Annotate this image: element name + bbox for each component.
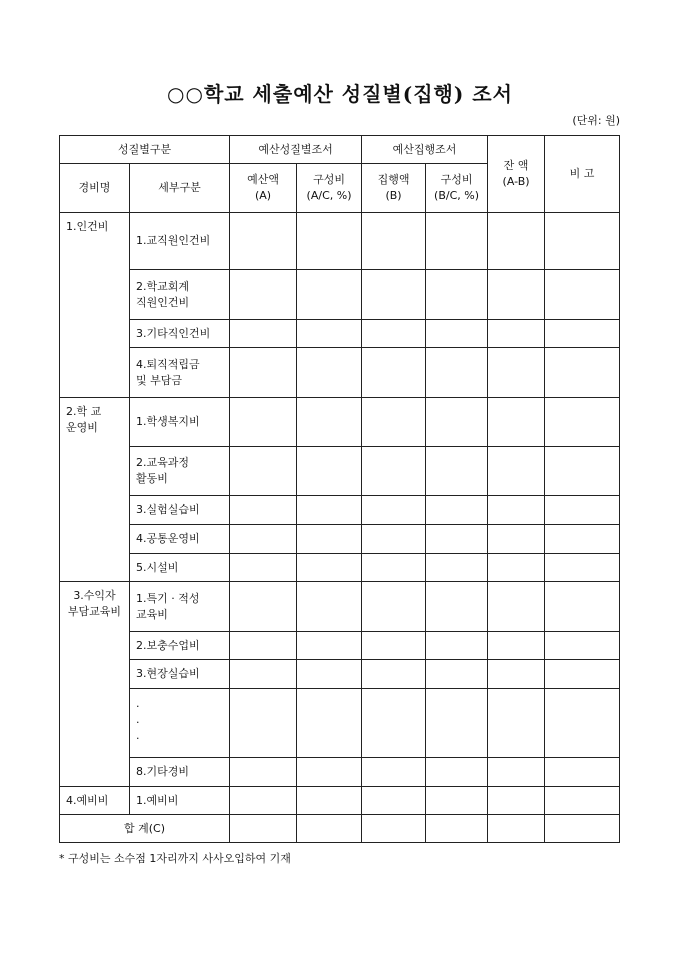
cell-exec-amount[interactable] bbox=[362, 758, 426, 787]
cell-budget-ratio[interactable] bbox=[297, 758, 362, 787]
cell-budget-ratio[interactable] bbox=[297, 270, 362, 320]
cell-remarks[interactable] bbox=[545, 582, 620, 632]
category-operation: 2.학 교 운영비 bbox=[60, 398, 130, 582]
sub-item: 8.기타경비 bbox=[130, 758, 230, 787]
cell-budget-amount[interactable] bbox=[230, 660, 297, 689]
sub-item: 3.기타직인건비 bbox=[130, 320, 230, 348]
header-exec-ratio: 구성비 (B/C, %) bbox=[426, 164, 488, 213]
cell-budget-ratio[interactable] bbox=[297, 815, 362, 843]
sub-item-ellipsis: · · · bbox=[130, 689, 230, 758]
cell-remarks[interactable] bbox=[545, 447, 620, 496]
cell-exec-ratio[interactable] bbox=[426, 496, 488, 525]
sub-item: 5.시설비 bbox=[130, 554, 230, 582]
sub-item: 2.보충수업비 bbox=[130, 632, 230, 660]
cell-exec-amount[interactable] bbox=[362, 815, 426, 843]
cell-exec-amount[interactable] bbox=[362, 213, 426, 270]
cell-balance[interactable] bbox=[488, 496, 545, 525]
sub-item: 3.실험실습비 bbox=[130, 496, 230, 525]
header-budget-ratio: 구성비 (A/C, %) bbox=[297, 164, 362, 213]
cell-budget-amount[interactable] bbox=[230, 632, 297, 660]
cell-remarks[interactable] bbox=[545, 660, 620, 689]
cell-exec-amount[interactable] bbox=[362, 787, 426, 815]
cell-budget-ratio[interactable] bbox=[297, 632, 362, 660]
cell-budget-amount[interactable] bbox=[230, 447, 297, 496]
cell-remarks[interactable] bbox=[545, 787, 620, 815]
cell-balance[interactable] bbox=[488, 582, 545, 632]
sub-item: 1.특기 · 적성 교육비 bbox=[130, 582, 230, 632]
footnote: * 구성비는 소수점 1자리까지 사사오입하여 기재 bbox=[59, 852, 291, 865]
cell-balance[interactable] bbox=[488, 660, 545, 689]
sub-item: 4.공통운영비 bbox=[130, 525, 230, 554]
cell-budget-ratio[interactable] bbox=[297, 525, 362, 554]
cell-budget-ratio[interactable] bbox=[297, 582, 362, 632]
cell-exec-amount[interactable] bbox=[362, 632, 426, 660]
page-title: ○○학교 세출예산 성질별(집행) 조서 bbox=[167, 82, 513, 106]
cell-remarks[interactable] bbox=[545, 398, 620, 447]
cell-exec-ratio[interactable] bbox=[426, 398, 488, 447]
sub-item: 4.퇴직적립금 및 부담금 bbox=[130, 348, 230, 398]
cell-budget-ratio[interactable] bbox=[297, 348, 362, 398]
cell-exec-ratio[interactable] bbox=[426, 270, 488, 320]
cell-budget-amount[interactable] bbox=[230, 582, 297, 632]
cell-balance[interactable] bbox=[488, 213, 545, 270]
sub-item: 2.교육과정 활동비 bbox=[130, 447, 230, 496]
header-sub-category: 세부구분 bbox=[130, 164, 230, 213]
cell-balance[interactable] bbox=[488, 525, 545, 554]
cell-budget-amount[interactable] bbox=[230, 213, 297, 270]
cell-balance[interactable] bbox=[488, 554, 545, 582]
cell-budget-amount[interactable] bbox=[230, 270, 297, 320]
category-reserve: 4.예비비 bbox=[60, 787, 130, 815]
cell-budget-amount[interactable] bbox=[230, 398, 297, 447]
sub-item: 1.학생복지비 bbox=[130, 398, 230, 447]
header-property-group: 성질별구분 bbox=[60, 136, 230, 164]
cell-remarks[interactable] bbox=[545, 815, 620, 843]
cell-balance[interactable] bbox=[488, 348, 545, 398]
sub-item: 1.교직원인건비 bbox=[130, 213, 230, 270]
cell-remarks[interactable] bbox=[545, 320, 620, 348]
cell-budget-amount[interactable] bbox=[230, 320, 297, 348]
cell-exec-ratio[interactable] bbox=[426, 689, 488, 758]
cell-exec-ratio[interactable] bbox=[426, 815, 488, 843]
cell-exec-ratio[interactable] bbox=[426, 447, 488, 496]
cell-budget-amount[interactable] bbox=[230, 689, 297, 758]
header-budget-amount: 예산액 (A) bbox=[230, 164, 297, 213]
cell-exec-ratio[interactable] bbox=[426, 582, 488, 632]
cell-exec-ratio[interactable] bbox=[426, 758, 488, 787]
cell-exec-amount[interactable] bbox=[362, 320, 426, 348]
cell-exec-amount[interactable] bbox=[362, 398, 426, 447]
cell-exec-ratio[interactable] bbox=[426, 787, 488, 815]
cell-remarks[interactable] bbox=[545, 758, 620, 787]
header-exec-group: 예산집행조서 bbox=[362, 136, 488, 164]
sub-item: 3.현장실습비 bbox=[130, 660, 230, 689]
cell-budget-ratio[interactable] bbox=[297, 496, 362, 525]
cell-budget-ratio[interactable] bbox=[297, 689, 362, 758]
header-cost-name: 경비명 bbox=[60, 164, 130, 213]
cell-balance[interactable] bbox=[488, 815, 545, 843]
cell-budget-ratio[interactable] bbox=[297, 787, 362, 815]
cell-exec-ratio[interactable] bbox=[426, 632, 488, 660]
cell-budget-amount[interactable] bbox=[230, 348, 297, 398]
cell-remarks[interactable] bbox=[545, 554, 620, 582]
cell-budget-ratio[interactable] bbox=[297, 320, 362, 348]
cell-budget-amount[interactable] bbox=[230, 787, 297, 815]
cell-remarks[interactable] bbox=[545, 632, 620, 660]
cell-remarks[interactable] bbox=[545, 348, 620, 398]
cell-exec-amount[interactable] bbox=[362, 525, 426, 554]
cell-budget-amount[interactable] bbox=[230, 815, 297, 843]
cell-exec-amount[interactable] bbox=[362, 554, 426, 582]
cell-remarks[interactable] bbox=[545, 496, 620, 525]
cell-exec-amount[interactable] bbox=[362, 447, 426, 496]
header-remarks: 비 고 bbox=[545, 136, 620, 213]
cell-budget-ratio[interactable] bbox=[297, 447, 362, 496]
category-personnel: 1.인건비 bbox=[60, 213, 130, 398]
cell-budget-ratio[interactable] bbox=[297, 213, 362, 270]
cell-balance[interactable] bbox=[488, 320, 545, 348]
total-label: 합 계(C) bbox=[60, 815, 230, 843]
cell-balance[interactable] bbox=[488, 398, 545, 447]
unit-label: (단위: 원) bbox=[572, 114, 620, 127]
budget-table bbox=[59, 135, 620, 843]
cell-balance[interactable] bbox=[488, 447, 545, 496]
cell-balance[interactable] bbox=[488, 787, 545, 815]
sub-item: 2.학교회계 직원인건비 bbox=[130, 270, 230, 320]
cell-balance[interactable] bbox=[488, 758, 545, 787]
header-balance: 잔 액 (A-B) bbox=[488, 136, 545, 213]
cell-budget-ratio[interactable] bbox=[297, 398, 362, 447]
cell-budget-amount[interactable] bbox=[230, 758, 297, 787]
cell-budget-ratio[interactable] bbox=[297, 660, 362, 689]
cell-balance[interactable] bbox=[488, 632, 545, 660]
sub-item: 1.예비비 bbox=[130, 787, 230, 815]
cell-remarks[interactable] bbox=[545, 213, 620, 270]
cell-exec-ratio[interactable] bbox=[426, 213, 488, 270]
header-budget-group: 예산성질별조서 bbox=[230, 136, 362, 164]
cell-exec-ratio[interactable] bbox=[426, 320, 488, 348]
cell-exec-amount[interactable] bbox=[362, 582, 426, 632]
cell-budget-ratio[interactable] bbox=[297, 554, 362, 582]
cell-exec-amount[interactable] bbox=[362, 496, 426, 525]
category-beneficiary: 3.수익자 부담교육비 bbox=[60, 582, 130, 787]
cell-remarks[interactable] bbox=[545, 689, 620, 758]
cell-exec-amount[interactable] bbox=[362, 270, 426, 320]
cell-exec-ratio[interactable] bbox=[426, 348, 488, 398]
cell-balance[interactable] bbox=[488, 270, 545, 320]
cell-exec-amount[interactable] bbox=[362, 689, 426, 758]
header-exec-amount: 집행액 (B) bbox=[362, 164, 426, 213]
cell-exec-ratio[interactable] bbox=[426, 660, 488, 689]
cell-budget-amount[interactable] bbox=[230, 496, 297, 525]
cell-balance[interactable] bbox=[488, 689, 545, 758]
cell-remarks[interactable] bbox=[545, 525, 620, 554]
cell-budget-amount[interactable] bbox=[230, 525, 297, 554]
cell-exec-ratio[interactable] bbox=[426, 554, 488, 582]
cell-exec-ratio[interactable] bbox=[426, 525, 488, 554]
cell-exec-amount[interactable] bbox=[362, 348, 426, 398]
cell-budget-amount[interactable] bbox=[230, 554, 297, 582]
cell-exec-amount[interactable] bbox=[362, 660, 426, 689]
cell-remarks[interactable] bbox=[545, 270, 620, 320]
